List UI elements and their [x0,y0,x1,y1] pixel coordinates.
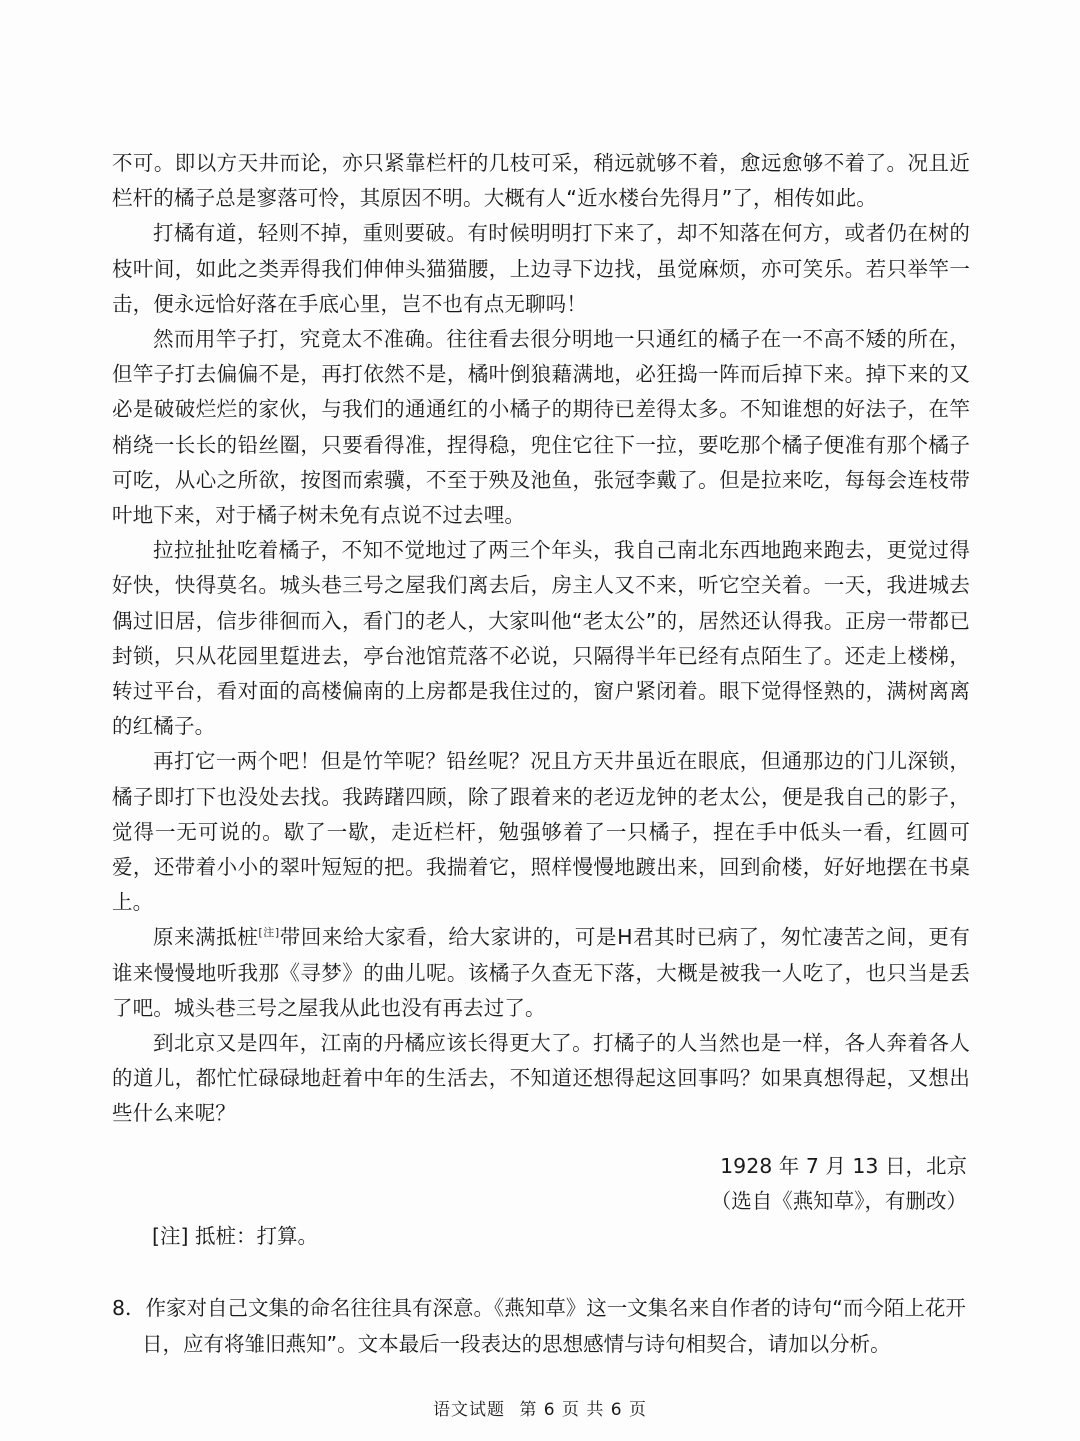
paragraph-3: 然而用竿子打，究竟太不准确。往往看去很分明地一只通红的橘子在一不高不矮的所在，但竿子打去偏偏不是，再打依然不是，橘叶倒狼藉满地，必狂捣一阵而后掉下来。掉下来的又必是破破烂烂的家伙，与我们的通通红的小橘子的期待已差得太多。不知谁想的好法子，在竿梢绕一长长的铅丝圈，只要看得准，捏得稳，兜住它往下一拉，要吃那个橘子便准有那个橘子可吃，从心之所欲，按图而索骥，不至于殃及池鱼，张冠李戴了。但是拉来吃，每每会连枝带叶地下来，对于橘子树未免有点说不过去哩。 [112,327,970,528]
footer-subject: 语文试题 [432,1400,505,1420]
question-8-body [112,1290,970,1362]
footnote: [注] 抵桩：打算。 [152,1224,319,1248]
signature-date: 1928 年 7 月 13 日，北京 [720,1154,967,1178]
footnote-marker: [注] [258,926,280,940]
paragraph-6 [112,920,970,1026]
signature-block [567,1149,967,1219]
paragraph-1: 不可。即以方天井而论，亦只紧靠栏杆的几枝可采，稍远就够不着，愈远愈够不着了。况且近栏杆的橘子总是寥落可怜，其原因不明。大概有人“近水楼台先得月”了，相传如此。 [112,151,970,211]
paragraph-5: 再打它一两个吧！但是竹竿呢？铅丝呢？况且方天井虽近在眼底，但通那边的门儿深锁，橘子即打下也没处去找。我踌躇四顾，除了跟着来的老迈龙钟的老太公，便是我自己的影子，觉得一无可说的。歇了一歇，走近栏杆，勉强够着了一只橘子，捏在手中低头一看，红圆可爱，还带着小小的翠叶短短的把。我揣着它，照样慢慢地踱出来，回到俞楼，好好地摆在书桌上。 [112,749,970,915]
page-footer [0,1395,1080,1420]
question-text: 作家对自己文集的命名往往具有深意。《燕知草》这一文集名来自作者的诗句“而今陌上花开日，应有将雏旧燕知”。文本最后一段表达的思想感情与诗句相契合，请加以分析。 [142,1296,966,1356]
signature-source: （选自《燕知草》，有删改） [710,1189,967,1214]
paragraph-2: 打橘有道，轻则不掉，重则要破。有时候明明打下来了，却不知落在何方，或者仍在树的枝叶间，如此之类弄得我们伸伸头猫猫腰，上边寻下边找，虽觉麻烦，亦可笑乐。若只举竿一击，便永远恰好落在手底心里，岂不也有点无聊吗！ [112,221,970,316]
paragraph-4: 拉拉扯扯吃着橘子，不知不觉地过了两三个年头，我自己南北东西地跑来跑去，更觉过得好快，快得莫名。城头巷三号之屋我们离去后，房主人又不来，听它空关着。一天，我进城去偶过旧居，信步徘徊而入，看门的老人，大家叫他“老太公”的，居然还认得我。正房一带都已封锁，只从花园里踅进去，亭台池馆荒落不必说，只隔得半年已经有点陌生了。还走上楼梯，转过平台，看对面的高楼偏南的上房都是我住过的，窗户紧闭着。眼下觉得怪熟的，满树离离的红橘子。 [112,538,970,739]
paragraph-6-rest: 带回来给大家看，给大家讲的，可是H君其时已病了，匆忙凄苦之间，更有谁来慢慢地听我那《寻梦》的曲儿呢。该橘子久查无下落，大概是被我一人吃了，也只当是丢了吧。城头巷三号之屋我从此也没有再去过了。 [112,925,970,1020]
paragraph-6-start: 原来满抵桩 [153,925,259,950]
article-body [112,146,970,1132]
question-number: 8． [112,1296,146,1320]
question-8 [112,1290,970,1362]
paragraph-7: 到北京又是四年，江南的丹橘应该长得更大了。打橘子的人当然也是一样，各人奔着各人的道儿，都忙忙碌碌地赶着中年的生活去，不知道还想得起这回事吗？如果真想得起，又想出些什么来呢？ [112,1031,970,1126]
footer-page-number: 第 6 页 共 6 页 [519,1400,648,1420]
